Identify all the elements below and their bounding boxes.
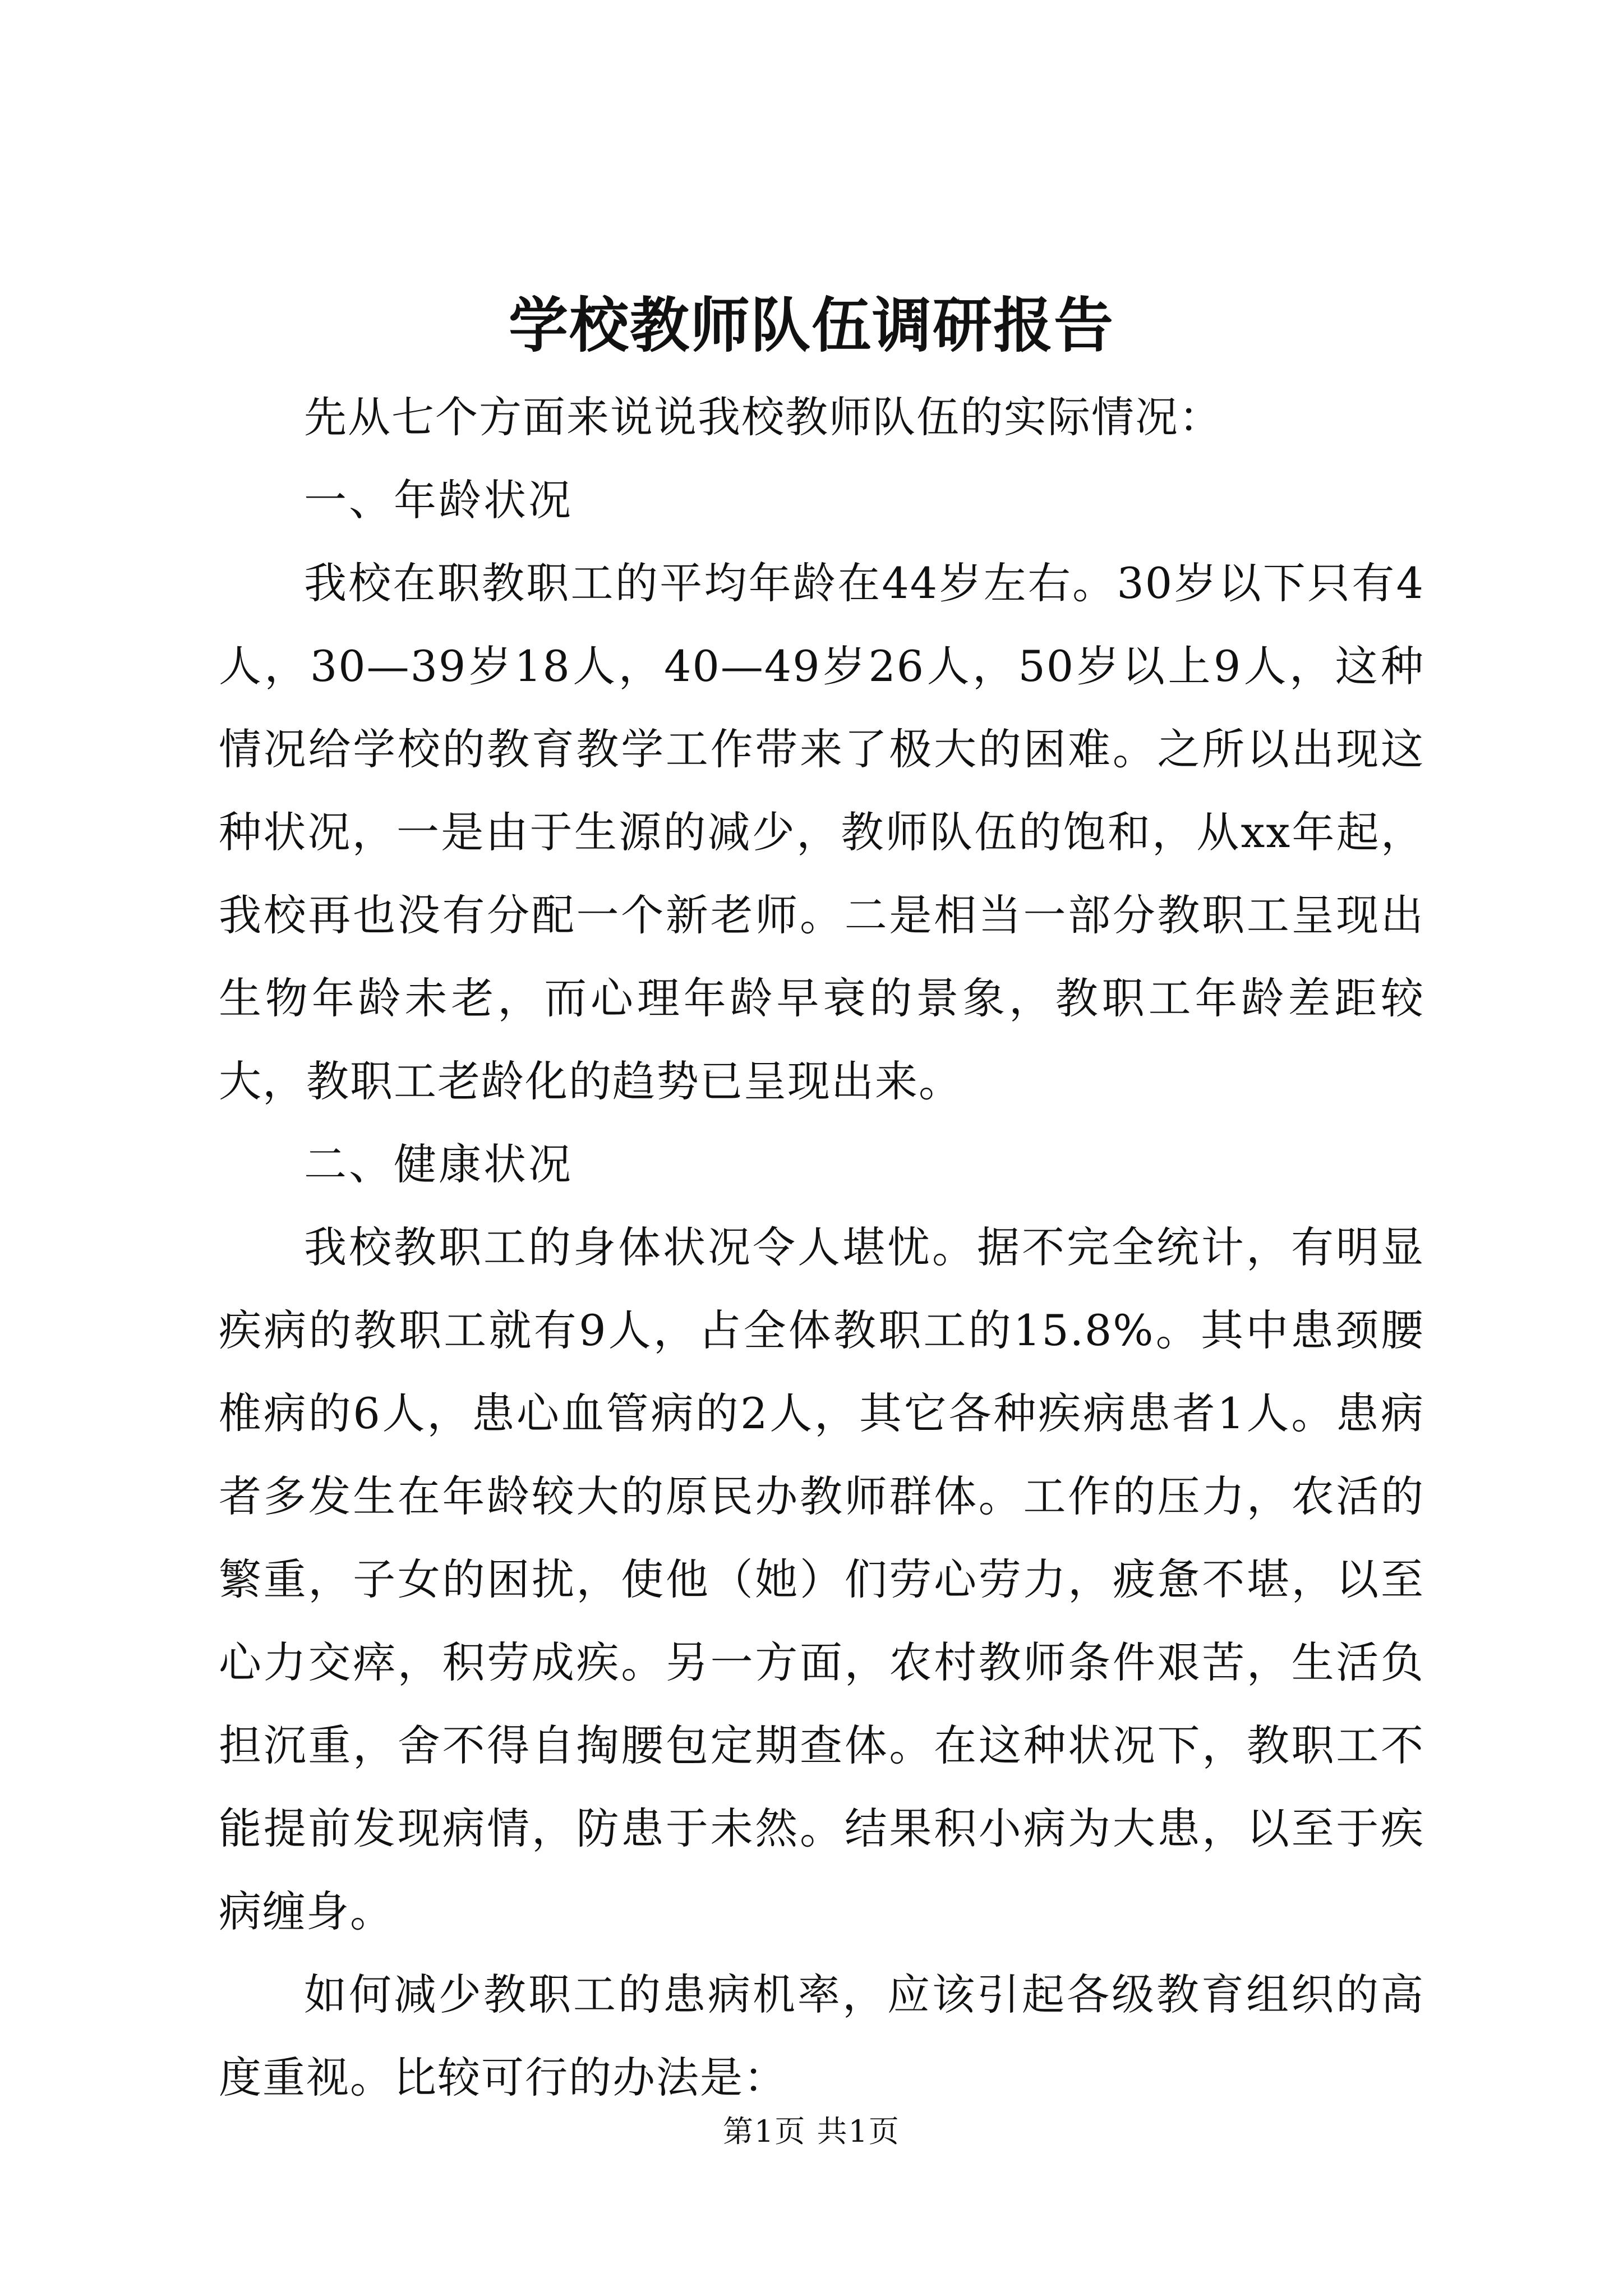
section-paragraph-health: 我校教职工的身体状况令人堪忧。据不完全统计，有明显疾病的教职工就有9人，占全体教职工的15.8%。其中患颈腰椎病的6人，患心血管病的2人，其它各种疾病患者1人。患病者多发生在年龄较大的原民办教师群体。工作的压力，农活的繁重，子女的困扰，使他（她）们劳心劳力，疲惫不堪，以至心力交瘁，积劳成疾。另一方面，农村教师条件艰苦，生活负担沉重，舍不得自掏腰包定期查体。在这种状况下，教职工不能提前发现病情，防患于未然。结果积小病为大患，以至于疾病缠身。 xyxy=(219,1222,1424,1936)
section-heading-health: 二、健康状况 xyxy=(304,1139,573,1189)
section-paragraph-age: 我校在职教职工的平均年龄在44岁左右。30岁以下只有4人，30—39岁18人，40—49岁26人，50岁以上9人，这种情况给学校的教育教学工作带来了极大的困难。之所以出现这种状况，一是由于生源的减少，教师队伍的饱和，从xx年起，我校再也没有分配一个新老师。二是相当一部分教职工呈现出生物年龄未老，而心理年龄早衰的景象，教职工年龄差距较大，教职工老龄化的趋势已呈现出来。 xyxy=(219,558,1424,1106)
section-heading-age: 一、年龄状况 xyxy=(304,475,573,525)
page-footer: 第1页 共1页 xyxy=(723,2114,900,2149)
intro-paragraph: 先从七个方面来说说我校教师队伍的实际情况： xyxy=(304,392,1223,442)
document-body xyxy=(219,376,1424,2119)
document-title: 学校教师队伍调研报告 xyxy=(509,290,1114,360)
section-paragraph-health-measures: 如何减少教职工的患病机率，应该引起各级教育组织的高度重视。比较可行的办法是： xyxy=(219,1970,1424,2102)
